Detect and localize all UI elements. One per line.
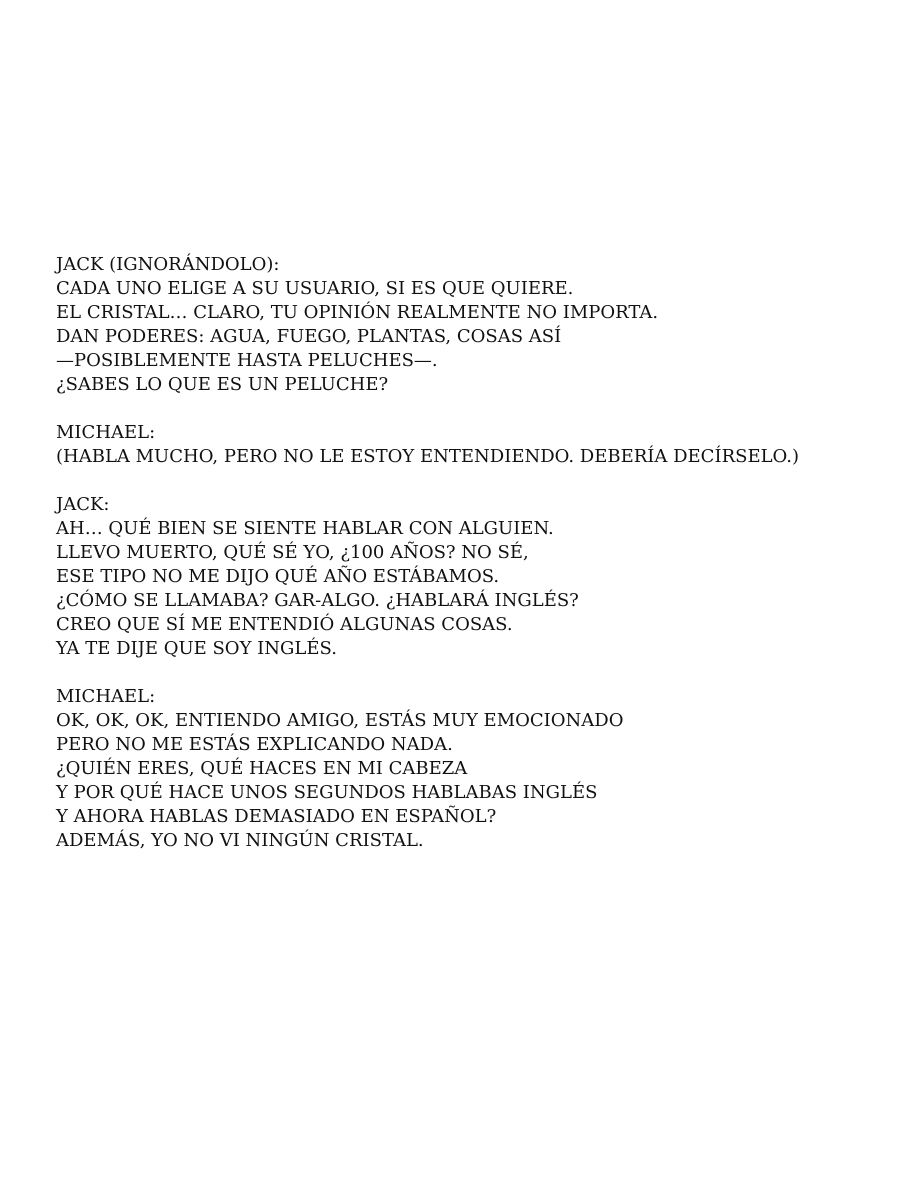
dialogue-line: ESE TIPO NO ME DIJO QUÉ AÑO ESTÁBAMOS. [56,566,500,587]
dialogue-line: —POSIBLEMENTE HASTA PELUCHES—. [56,350,438,371]
dialogue-line: ¿CÓMO SE LLAMABA? GAR-ALGO. ¿HABLARÁ INGLÉS? [56,590,579,611]
dialogue-line: LLEVO MUERTO, QUÉ SÉ YO, ¿100 AÑOS? NO SÉ, [56,542,529,563]
dialogue-line: ADEMÁS, YO NO VI NINGÚN CRISTAL. [56,830,424,851]
block-spacer [56,397,896,421]
dialogue-line: Y POR QUÉ HACE UNOS SEGUNDOS HABLABAS INGLÉS [56,782,598,803]
dialogue-line: Y AHORA HABLAS DEMASIADO EN ESPAÑOL? [56,806,497,827]
dialogue-line: ¿QUIÉN ERES, QUÉ HACES EN MI CABEZA [56,758,468,779]
dialogue-line: YA TE DIJE QUE SOY INGLÉS. [56,638,337,659]
speaker-label: JACK: [56,494,110,515]
dialogue-line: ¿SABES LO QUE ES UN PELUCHE? [56,374,389,395]
dialogue-line: PERO NO ME ESTÁS EXPLICANDO NADA. [56,734,453,755]
dialogue-line: EL CRISTAL… CLARO, TU OPINIÓN REALMENTE NO IMPORTA. [56,302,659,323]
dialogue-line: CREO QUE SÍ ME ENTENDIÓ ALGUNAS COSAS. [56,614,513,635]
dialogue-line: OK, OK, OK, ENTIENDO AMIGO, ESTÁS MUY EMOCIONADO [56,710,624,731]
block-spacer [56,469,896,493]
speaker-label: MICHAEL: [56,686,156,707]
dialogue-line: DAN PODERES: AGUA, FUEGO, PLANTAS, COSAS ASÍ [56,326,562,347]
dialogue-line: (HABLA MUCHO, PERO NO LE ESTOY ENTENDIENDO. DEBERÍA DECÍRSELO.) [56,446,799,467]
dialogue-line: CADA UNO ELIGE A SU USUARIO, SI ES QUE QUIERE. [56,278,574,299]
speaker-label: JACK (IGNORÁNDOLO): [56,254,280,275]
dialogue-line: AH… QUÉ BIEN SE SIENTE HABLAR CON ALGUIEN. [56,518,554,539]
speaker-label: MICHAEL: [56,422,156,443]
script-text [56,253,896,853]
block-spacer [56,661,896,685]
